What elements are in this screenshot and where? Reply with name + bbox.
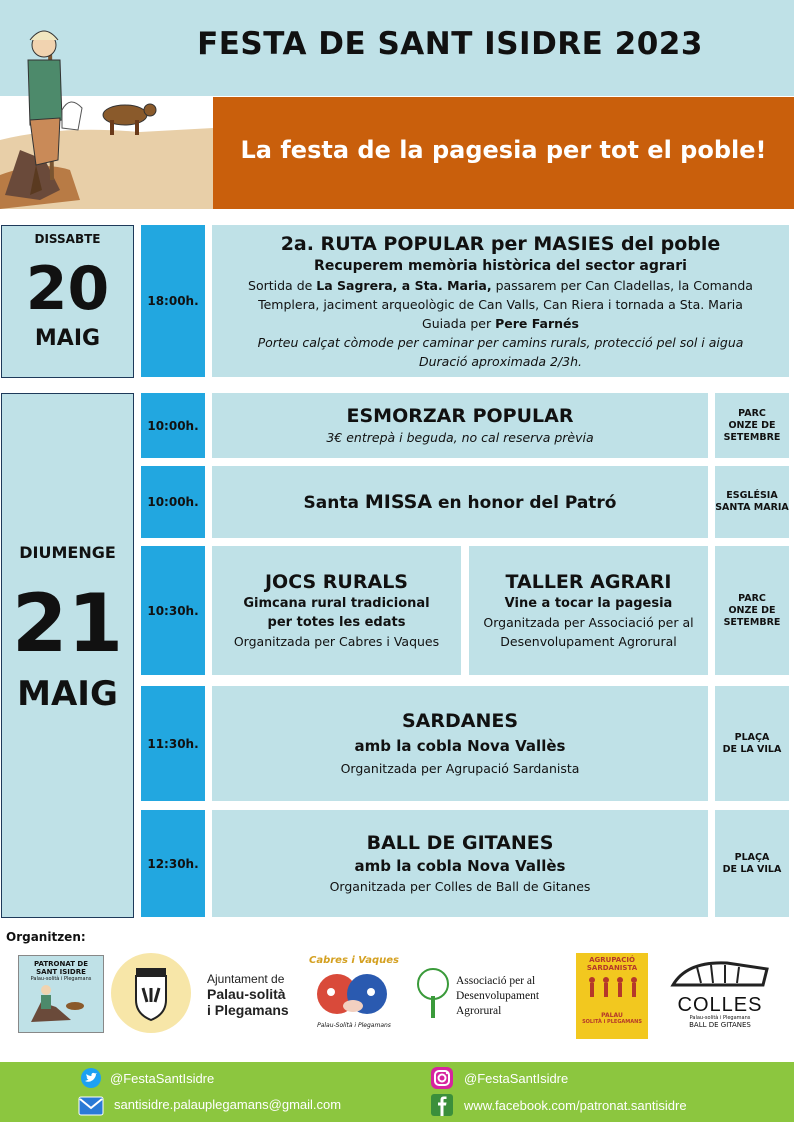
time-slot: 12:30h.: [141, 810, 205, 917]
event-title: ESMORZAR POPULAR: [346, 405, 574, 427]
email-icon: [78, 1095, 104, 1117]
event-location: PLAÇA DE LA VILA: [715, 810, 789, 917]
time-slot: 18:00h.: [141, 225, 205, 377]
page-subtitle: La festa de la pagesia per tot el poble!: [240, 136, 767, 164]
event-title: JOCS RURALS: [264, 571, 408, 593]
event-note: 3€ entrepà i beguda, no cal reserva prèvia: [326, 430, 594, 445]
cabres-i-vaques-logo: Cabres i Vaques Palau-Solità i Plegamans: [308, 955, 400, 1029]
ruta-popular-event: [212, 225, 789, 377]
event-subtitle: per totes les edats: [267, 615, 406, 630]
twitter-handle[interactable]: @FestaSantIsidre: [110, 1071, 215, 1086]
event-route-line: Templera, jaciment arqueològic de Can Valls, Can Riera i tornada a Sta. Maria: [258, 296, 743, 312]
associacio-logo-text: Associació per al Desenvolupament Agrorural: [456, 975, 540, 1017]
jocs-rurals-event: [212, 546, 461, 675]
event-location: PLAÇA DE LA VILA: [715, 686, 789, 801]
event-location: PARC ONZE DE SETEMBRE: [715, 546, 789, 675]
colles-logo: COLLES Palau-solità i Plegamans BALL DE GITANES: [664, 955, 776, 1035]
time-slot: 10:00h.: [141, 393, 205, 458]
event-organizer: Organitzada per Agrupació Sardanista: [340, 761, 580, 776]
esmorzar-event: [212, 393, 708, 458]
organizers-label: Organitzen:: [6, 930, 86, 944]
ajuntament-logo-text: Ajuntament de Palau-solità i Plegamans: [207, 972, 289, 1018]
event-guide: Guiada per Pere Farnés: [422, 315, 579, 331]
saturday-month: MAIG: [34, 326, 101, 351]
facebook-url[interactable]: www.facebook.com/patronat.santisidre: [464, 1098, 687, 1113]
event-note: Porteu calçat còmode per caminar per camins rurals, protecció pel sol i aigua: [257, 334, 744, 350]
saturday-day-name: DISSABTE: [34, 232, 101, 246]
event-organizer: Organitzada per Colles de Ball de Gitanes: [329, 879, 591, 894]
farmer-illustration: [0, 0, 213, 209]
agrupacio-sardanista-logo: AGRUPACIÓ SARDANISTA PALAU SOLITÀ i PLEGAMANS: [576, 953, 648, 1039]
event-title: TALLER AGRARI: [505, 571, 672, 593]
time-slot: 11:30h.: [141, 686, 205, 801]
event-location: PARC ONZE DE SETEMBRE: [715, 393, 789, 458]
saturday-day-number: 20: [25, 254, 110, 324]
time-slot: 10:30h.: [141, 546, 205, 675]
email-address[interactable]: santisidre.palauplegamans@gmail.com: [114, 1097, 342, 1112]
instagram-icon: [430, 1066, 454, 1090]
event-title: BALL DE GITANES: [366, 832, 554, 854]
taller-agrari-event: [469, 546, 708, 675]
event-title: 2a. RUTA POPULAR per MASIES del poble: [280, 232, 721, 255]
sunday-day-name: DIUMENGE: [19, 543, 116, 562]
sunday-month: MAIG: [17, 674, 118, 714]
time-slot: 10:00h.: [141, 466, 205, 538]
saturday-date-box: [1, 225, 134, 378]
event-subtitle: Gimcana rural tradicional: [243, 596, 430, 611]
sunday-date-box: [1, 393, 134, 918]
instagram-handle[interactable]: @FestaSantIsidre: [464, 1071, 569, 1086]
associacio-tree-icon: [414, 966, 452, 1022]
event-organizer: Organitzada per Associació per al: [483, 615, 694, 630]
event-organizer: Desenvolupament Agrorural: [500, 634, 677, 649]
event-route-line: Sortida de La Sagrera, a Sta. Maria, passarem per Can Cladellas, la Comanda: [248, 277, 753, 293]
event-location: ESGLÉSIA SANTA MARIA: [715, 466, 789, 538]
event-subtitle: Vine a tocar la pagesia: [504, 596, 673, 611]
page-title: FESTA DE SANT ISIDRE 2023: [197, 26, 703, 62]
missa-event: [212, 466, 708, 538]
event-subtitle: amb la cobla Nova Vallès: [354, 737, 566, 755]
event-title: Santa MISSA en honor del Patró: [303, 491, 617, 513]
patronat-logo: PATRONAT DE SANT ISIDRE Palau-solità i Plegamans: [18, 955, 104, 1033]
event-title: SARDANES: [401, 710, 519, 732]
facebook-icon: [430, 1093, 454, 1117]
event-organizer: Organitzada per Cabres i Vaques: [233, 634, 440, 649]
ball-de-gitanes-event: [212, 810, 708, 917]
ajuntament-shield-logo: [110, 952, 192, 1034]
event-subtitle: Recuperem memòria històrica del sector agrari: [314, 257, 687, 274]
event-duration: Duració aproximada 2/3h.: [419, 353, 582, 369]
event-subtitle: amb la cobla Nova Vallès: [354, 857, 566, 875]
sardanes-event: [212, 686, 708, 801]
sunday-day-number: 21: [11, 577, 124, 670]
twitter-icon: [80, 1067, 102, 1089]
